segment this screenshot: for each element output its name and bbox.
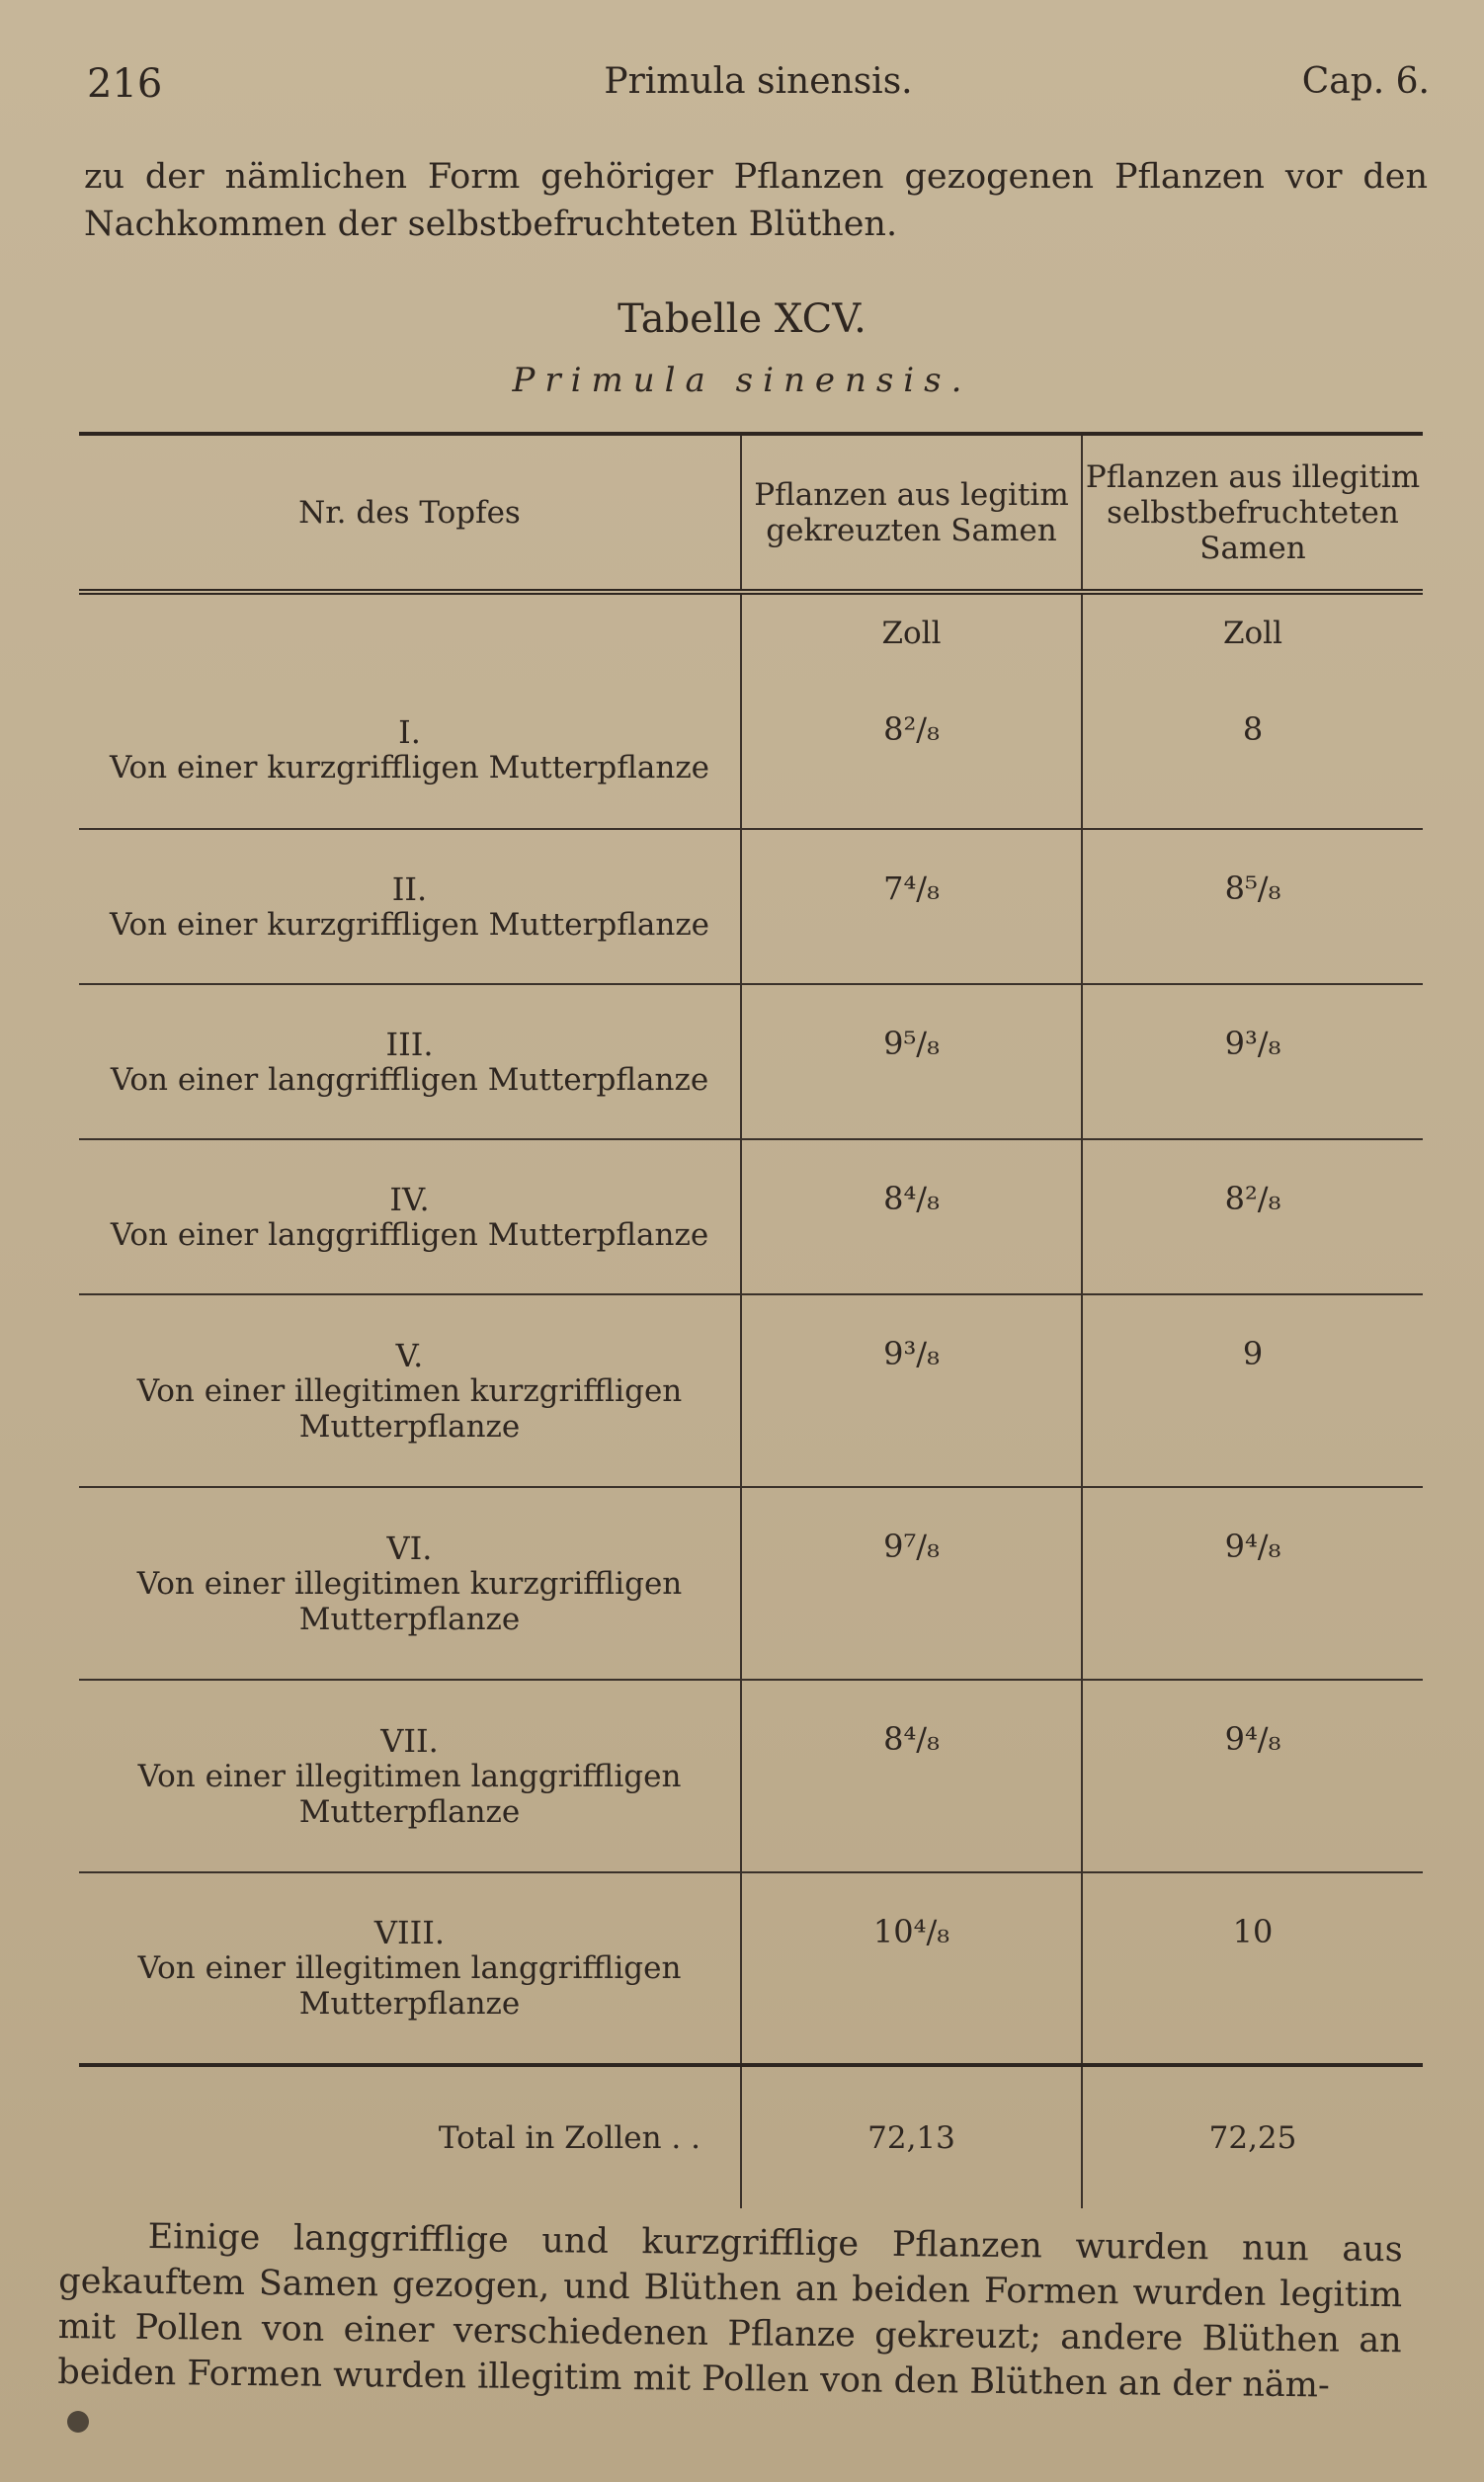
table-row — [79, 1872, 1423, 2065]
pot-label — [79, 1487, 741, 1680]
unit-crossed: Zoll — [741, 592, 1082, 671]
pot-number: VIII. — [373, 1914, 446, 1951]
selfed-value: 8²/₈ — [1082, 1139, 1423, 1294]
crossed-value: 9⁷/₈ — [741, 1487, 1082, 1680]
pot-description: Von einer illegitimen kurzgriffligen Mutterpflanze — [136, 1372, 683, 1445]
crossed-value: 8²/₈ — [741, 671, 1082, 829]
pot-label — [79, 671, 741, 829]
pot-number: IV. — [389, 1180, 430, 1218]
table-row — [79, 1487, 1423, 1680]
pot-number: VII. — [380, 1721, 439, 1760]
table-row — [79, 671, 1423, 829]
crossed-value: 10⁴/₈ — [741, 1872, 1082, 2065]
pot-label — [79, 1294, 741, 1487]
total-crossed: 72,13 — [741, 2065, 1082, 2208]
pot-description: Von einer kurzgriffligen Mutterpflanze — [109, 749, 710, 786]
pot-number: II. — [391, 869, 428, 908]
selfed-value: 10 — [1082, 1872, 1423, 2065]
pot-label — [79, 1872, 741, 2065]
selfed-value: 9⁴/₈ — [1082, 1487, 1423, 1680]
total-row — [79, 2065, 1423, 2208]
crossed-value: 9³/₈ — [741, 1294, 1082, 1487]
column-header-crossed: Pflanzen aus legitim gekreuzten Samen — [741, 434, 1082, 592]
column-header-pot: Nr. des Topfes — [79, 434, 741, 592]
closing-text: Einige langgrifflige und kurzgrifflige Pflanzen wurden nun aus gekauftem Samen gezogen, und Blüthen an beiden Formen wurden legitim mit Pollen von einer verschiedenen Pflanze gekreuzt; andere Blüthen an beiden Formen wurden illegitim mit Pollen von den Blüthen an der näm- — [57, 2216, 1403, 2406]
data-table — [79, 432, 1423, 2208]
pot-label — [79, 829, 741, 984]
pot-label — [79, 984, 741, 1139]
pot-description: Von einer illegitimen langgriffligen Mutterpflanze — [137, 1758, 682, 1830]
page-header — [87, 61, 1430, 111]
pot-label — [79, 1680, 741, 1872]
table-header-row — [79, 434, 1423, 592]
table-row — [79, 829, 1423, 984]
table-row — [79, 984, 1423, 1139]
selfed-value: 9⁴/₈ — [1082, 1680, 1423, 1872]
pot-number: III. — [385, 1025, 434, 1063]
selfed-value: 8⁵/₈ — [1082, 829, 1423, 984]
table-row — [79, 1139, 1423, 1294]
page-number: 216 — [87, 61, 163, 107]
pot-description: Von einer langgriffligen Mutterpflanze — [110, 1061, 709, 1098]
table-subtitle: Primula sinensis. — [512, 361, 972, 400]
ink-smudge — [67, 2411, 89, 2433]
pot-label — [79, 1139, 741, 1294]
total-selfed: 72,25 — [1082, 2065, 1423, 2208]
pot-description: Von einer illegitimen langgriffligen Mutterpflanze — [137, 1950, 682, 2022]
pot-description: Von einer langgriffligen Mutterpflanze — [110, 1216, 709, 1253]
column-header-selfed: Pflanzen aus illegitim selbstbefruchteten Samen — [1082, 434, 1423, 592]
table-row — [79, 1680, 1423, 1872]
pot-number: VI. — [386, 1529, 433, 1567]
unit-selfed: Zoll — [1082, 592, 1423, 671]
running-title: Primula sinensis. — [604, 61, 913, 102]
pot-number: I. — [398, 712, 421, 751]
pot-description: Von einer kurzgriffligen Mutterpflanze — [109, 906, 710, 943]
table-caption: Tabelle XCV. — [618, 296, 866, 342]
total-label: Total in Zollen . . — [438, 2119, 701, 2156]
chapter-label: Cap. 6. — [1301, 61, 1430, 102]
crossed-value: 8⁴/₈ — [741, 1139, 1082, 1294]
table-row — [79, 1294, 1423, 1487]
pot-number: V. — [395, 1336, 424, 1374]
selfed-value: 9 — [1082, 1294, 1423, 1487]
pot-description: Von einer illegitimen kurzgriffligen Mutterpflanze — [136, 1565, 683, 1637]
crossed-value: 9⁵/₈ — [741, 984, 1082, 1139]
selfed-value: 9³/₈ — [1082, 984, 1423, 1139]
intro-text: zu der nämlichen Form gehöriger Pflanzen gezogenen Pflanzen vor den Nachkommen der selbstbefruchteten Blüthen. — [84, 157, 1428, 244]
closing-paragraph — [57, 2213, 1403, 2409]
selfed-value: 8 — [1082, 671, 1423, 829]
crossed-value: 8⁴/₈ — [741, 1680, 1082, 1872]
unit-row — [79, 592, 1423, 671]
crossed-value: 7⁴/₈ — [741, 829, 1082, 984]
intro-paragraph — [84, 153, 1428, 248]
